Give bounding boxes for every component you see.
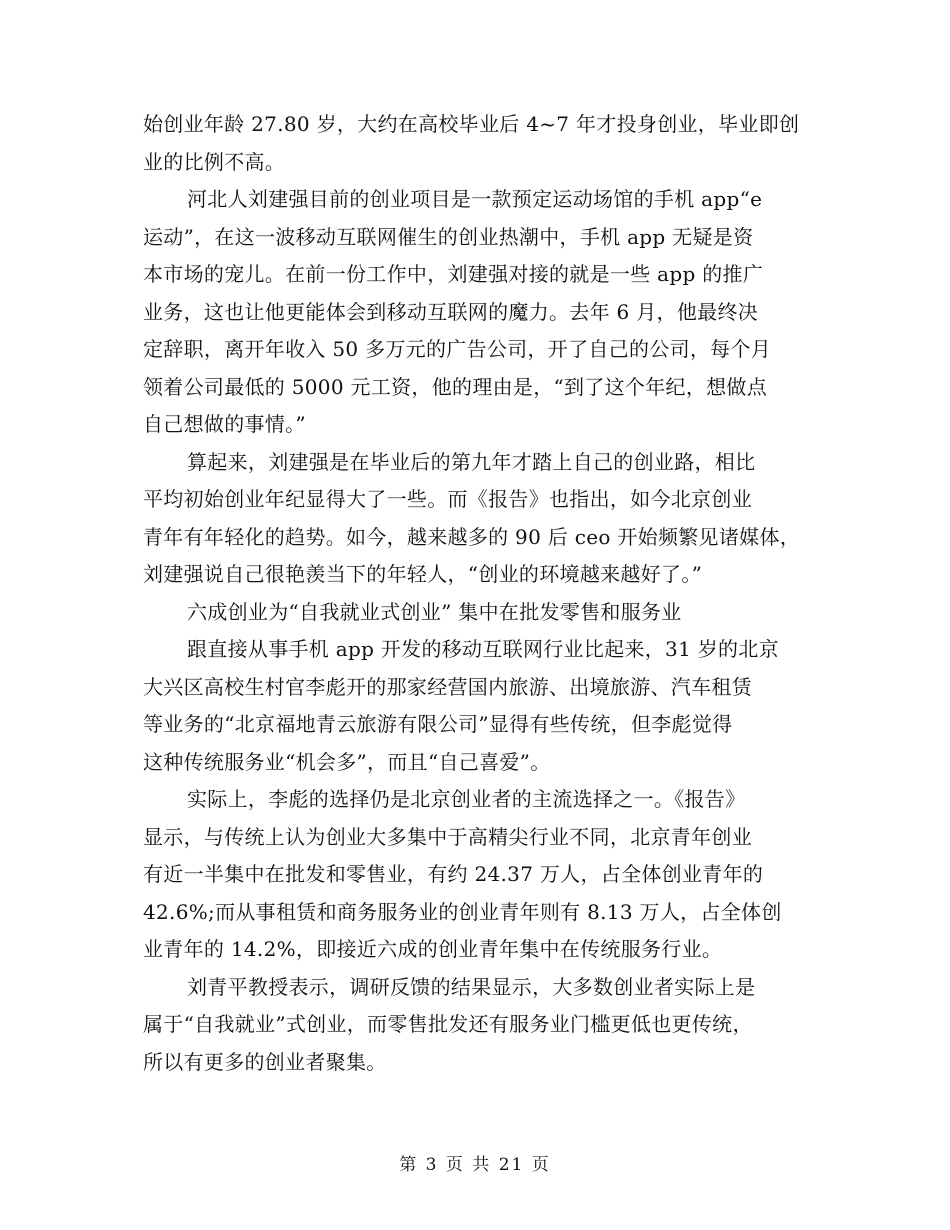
page-number-footer: 第 3 页 共 21 页 [399,1155,551,1175]
text-line: 运动”，在这一波移动互联网催生的创业热潮中，手机 app 无疑是资 [143,224,754,249]
text-line: 所以有更多的创业者聚集。 [143,1049,387,1074]
paragraph-start-line: 实际上，李彪的选择仍是北京创业者的主流选择之一。《报告》 [187,787,746,811]
text-line: 有近一半集中在批发和零售业，有约 24.37 万人，占全体创业青年的 [143,862,764,886]
text-line: 属于“自我就业”式创业，而零售批发还有服务业门槛更低也更传统， [143,1012,753,1036]
text-line: 始创业年龄 27.80 岁，大约在高校毕业后 4~7 年才投身创业，毕业即创 [143,112,800,136]
text-line: 定辞职，离开年收入 50 多万元的广告公司，开了自己的公司，每个月 [143,337,772,361]
text-line: 这种传统服务业“机会多”，而且“自己喜爱”。 [143,749,551,774]
text-line: 业务，这也让他更能体会到移动互联网的魔力。去年 6 月，他最终决 [143,299,759,324]
text-line: 等业务的“北京福地青云旅游有限公司”显得有些传统，但李彪觉得 [143,712,733,736]
article-body [143,106,811,1081]
text-line: 本市场的宠儿。在前一份工作中，刘建强对接的就是一些 app 的推广 [143,262,764,286]
text-line: 刘建强说自己很艳羡当下的年轻人，“创业的环境越来越好了。” [143,562,703,586]
text-line: 业的比例不高。 [143,149,286,174]
text-line: 平均初始创业年纪显得大了一些。而《报告》也指出，如今北京创业 [143,487,752,511]
text-line: 大兴区高校生村官李彪开的那家经营国内旅游、出境旅游、汽车租赁 [143,674,752,699]
text-line: 自己想做的事情。” [143,412,306,436]
text-line: 业青年的 14.2%，即接近六成的创业青年集中在传统服务行业。 [143,937,723,961]
paragraph-start-line: 跟直接从事手机 app 开发的移动互联网行业比起来，31 岁的北京 [187,637,779,661]
text-line: 显示，与传统上认为创业大多集中于高精尖行业不同，北京青年创业 [143,824,752,849]
paragraph-start-line: 算起来，刘建强是在毕业后的第九年才踏上自己的创业路，相比 [187,449,756,474]
section-heading-line: 六成创业为“自我就业式创业” 集中在批发零售和服务业 [187,599,682,624]
text-line: 青年有年轻化的趋势。如今，越来越多的 90 后 ceo 开始频繁见诸媒体， [143,524,801,549]
text-line: 42.6%;而从事租赁和商务服务业的创业青年则有 8.13 万人，占全体创 [143,899,782,924]
text-line: 领着公司最低的 5000 元工资，他的理由是，“到了这个年纪，想做点 [143,374,768,399]
paragraph-start-line: 刘青平教授表示，调研反馈的结果显示，大多数创业者实际上是 [187,974,756,999]
paragraph-start-line: 河北人刘建强目前的创业项目是一款预定运动场馆的手机 app“e [187,187,763,211]
